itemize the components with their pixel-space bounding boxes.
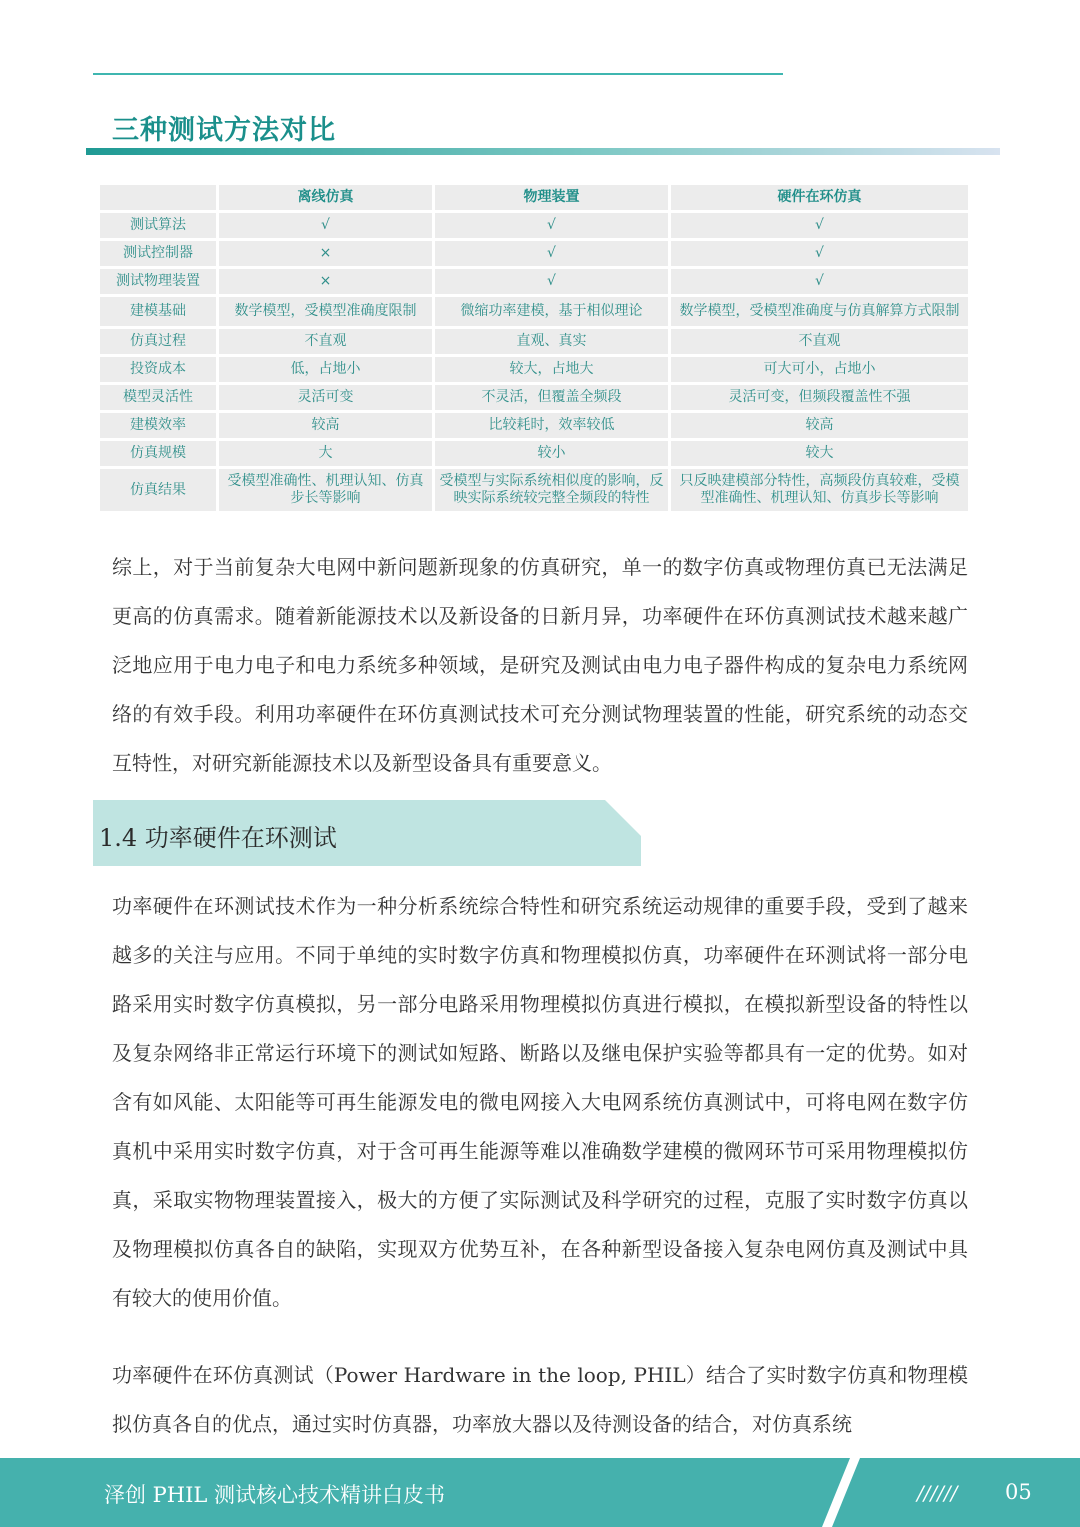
table-cell: 灵活可变 (219, 385, 432, 410)
table-cell: √ (671, 269, 968, 294)
table-row-label: 仿真规模 (100, 441, 216, 466)
table-cell: √ (219, 213, 432, 238)
section-paragraph: 功率硬件在环测试技术作为一种分析系统综合特性和研究系统运动规律的重要手段，受到了越来越多的关注与应用。不同于单纯的实时数字仿真和物理模拟仿真，功率硬件在环测试将一部分电路采用实时数字仿真模拟，另一部分电路采用物理模拟仿真进行模拟，在模拟新型设备的特性以及复杂网络非正常运行环境下的测试如短路、断路以及继电保护实验等都具有一定的优势。如对含有如风能、太阳能等可再生能源发电的微电网接入大电网系统仿真测试中，可将电网在数字仿真机中采用实时数字仿真，对于含可再生能源等难以准确数学建模的微网环节可采用物理模拟仿真，采取实物物理装置接入，极大的方便了实际测试及科学研究的过程，克服了实时数字仿真以及物理模拟仿真各自的缺陷，实现双方优势互补，在各种新型设备接入复杂电网仿真及测试中具有较大的使用价值。 (112, 894, 968, 1310)
table-row-label: 仿真过程 (100, 329, 216, 354)
table-cell: 较高 (671, 413, 968, 438)
table-row (100, 385, 968, 410)
table-cell: 受模型准确性、机理认知、仿真步长等影响 (219, 469, 432, 511)
section-paragraph: 功率硬件在环仿真测试（Power Hardware in the loop, PHIL）结合了实时数字仿真和物理模拟仿真各自的优点，通过实时仿真器，功率放大器以及待测设备的结合，对仿真系统 (112, 1363, 968, 1436)
table-cell: 不直观 (219, 329, 432, 354)
table-cell: 微缩功率建模，基于相似理论 (435, 297, 668, 326)
table-cell: 受模型与实际系统相似度的影响，反映实际系统较完整全频段的特性 (435, 469, 668, 511)
table-row (100, 469, 968, 511)
table-row-label: 测试控制器 (100, 241, 216, 266)
table-header-cell: 硬件在环仿真 (671, 185, 968, 210)
top-rule (93, 73, 783, 75)
comparison-table (97, 182, 971, 514)
table-cell: 只反映建模部分特性，高频段仿真较难，受模型准确性、机理认知、仿真步长等影响 (671, 469, 968, 511)
table-cell: 可大可小，占地小 (671, 357, 968, 382)
table-row (100, 213, 968, 238)
table-cell: √ (435, 213, 668, 238)
section-heading: 1.4 功率硬件在环测试 (99, 824, 337, 852)
table-cell: 数学模型，受模型准确度与仿真解算方式限制 (671, 297, 968, 326)
table-row-label: 测试算法 (100, 213, 216, 238)
page-title: 三种测试方法对比 (112, 115, 336, 146)
table-header-cell (100, 185, 216, 210)
table-cell: 大 (219, 441, 432, 466)
table-cell: √ (435, 241, 668, 266)
table-cell: 较大，占地大 (435, 357, 668, 382)
table-cell: √ (671, 213, 968, 238)
table-cell: 较大 (671, 441, 968, 466)
table-cell: 低，占地小 (219, 357, 432, 382)
table-header-row (100, 185, 968, 210)
table-row-label: 建模效率 (100, 413, 216, 438)
table-row-label: 仿真结果 (100, 469, 216, 511)
page-number: 05 (1005, 1480, 1032, 1504)
table-row (100, 241, 968, 266)
table-cell: √ (671, 241, 968, 266)
footer-slashes: ////// (917, 1481, 958, 1505)
footer-book-title: 泽创 PHIL 测试核心技术精讲白皮书 (104, 1483, 446, 1507)
title-underline-bar (86, 148, 1000, 155)
table-row (100, 269, 968, 294)
table-row-label: 测试物理装置 (100, 269, 216, 294)
table-cell: 灵活可变，但频段覆盖性不强 (671, 385, 968, 410)
table-row (100, 297, 968, 326)
table-row-label: 建模基础 (100, 297, 216, 326)
table-row (100, 413, 968, 438)
table-cell: × (219, 269, 432, 294)
table-header-cell: 离线仿真 (219, 185, 432, 210)
table-cell: √ (435, 269, 668, 294)
table-row-label: 模型灵活性 (100, 385, 216, 410)
table-cell: 不灵活，但覆盖全频段 (435, 385, 668, 410)
table-row (100, 329, 968, 354)
table-cell: × (219, 241, 432, 266)
table-row (100, 441, 968, 466)
table-cell: 比较耗时，效率较低 (435, 413, 668, 438)
table-row (100, 357, 968, 382)
table-header-cell: 物理装置 (435, 185, 668, 210)
table-row-label: 投资成本 (100, 357, 216, 382)
table-cell: 直观、真实 (435, 329, 668, 354)
table-cell: 数学模型，受模型准确度限制 (219, 297, 432, 326)
table-cell: 较小 (435, 441, 668, 466)
summary-paragraph: 综上，对于当前复杂大电网中新问题新现象的仿真研究，单一的数字仿真或物理仿真已无法满足更高的仿真需求。随着新能源技术以及新设备的日新月异，功率硬件在环仿真测试技术越来越广泛地应用于电力电子和电力系统多种领域，是研究及测试由电力电子器件构成的复杂电力系统网络的有效手段。利用功率硬件在环仿真测试技术可充分测试物理装置的性能，研究系统的动态交互特性，对研究新能源技术以及新型设备具有重要意义。 (112, 555, 968, 775)
table-cell: 较高 (219, 413, 432, 438)
table-cell: 不直观 (671, 329, 968, 354)
